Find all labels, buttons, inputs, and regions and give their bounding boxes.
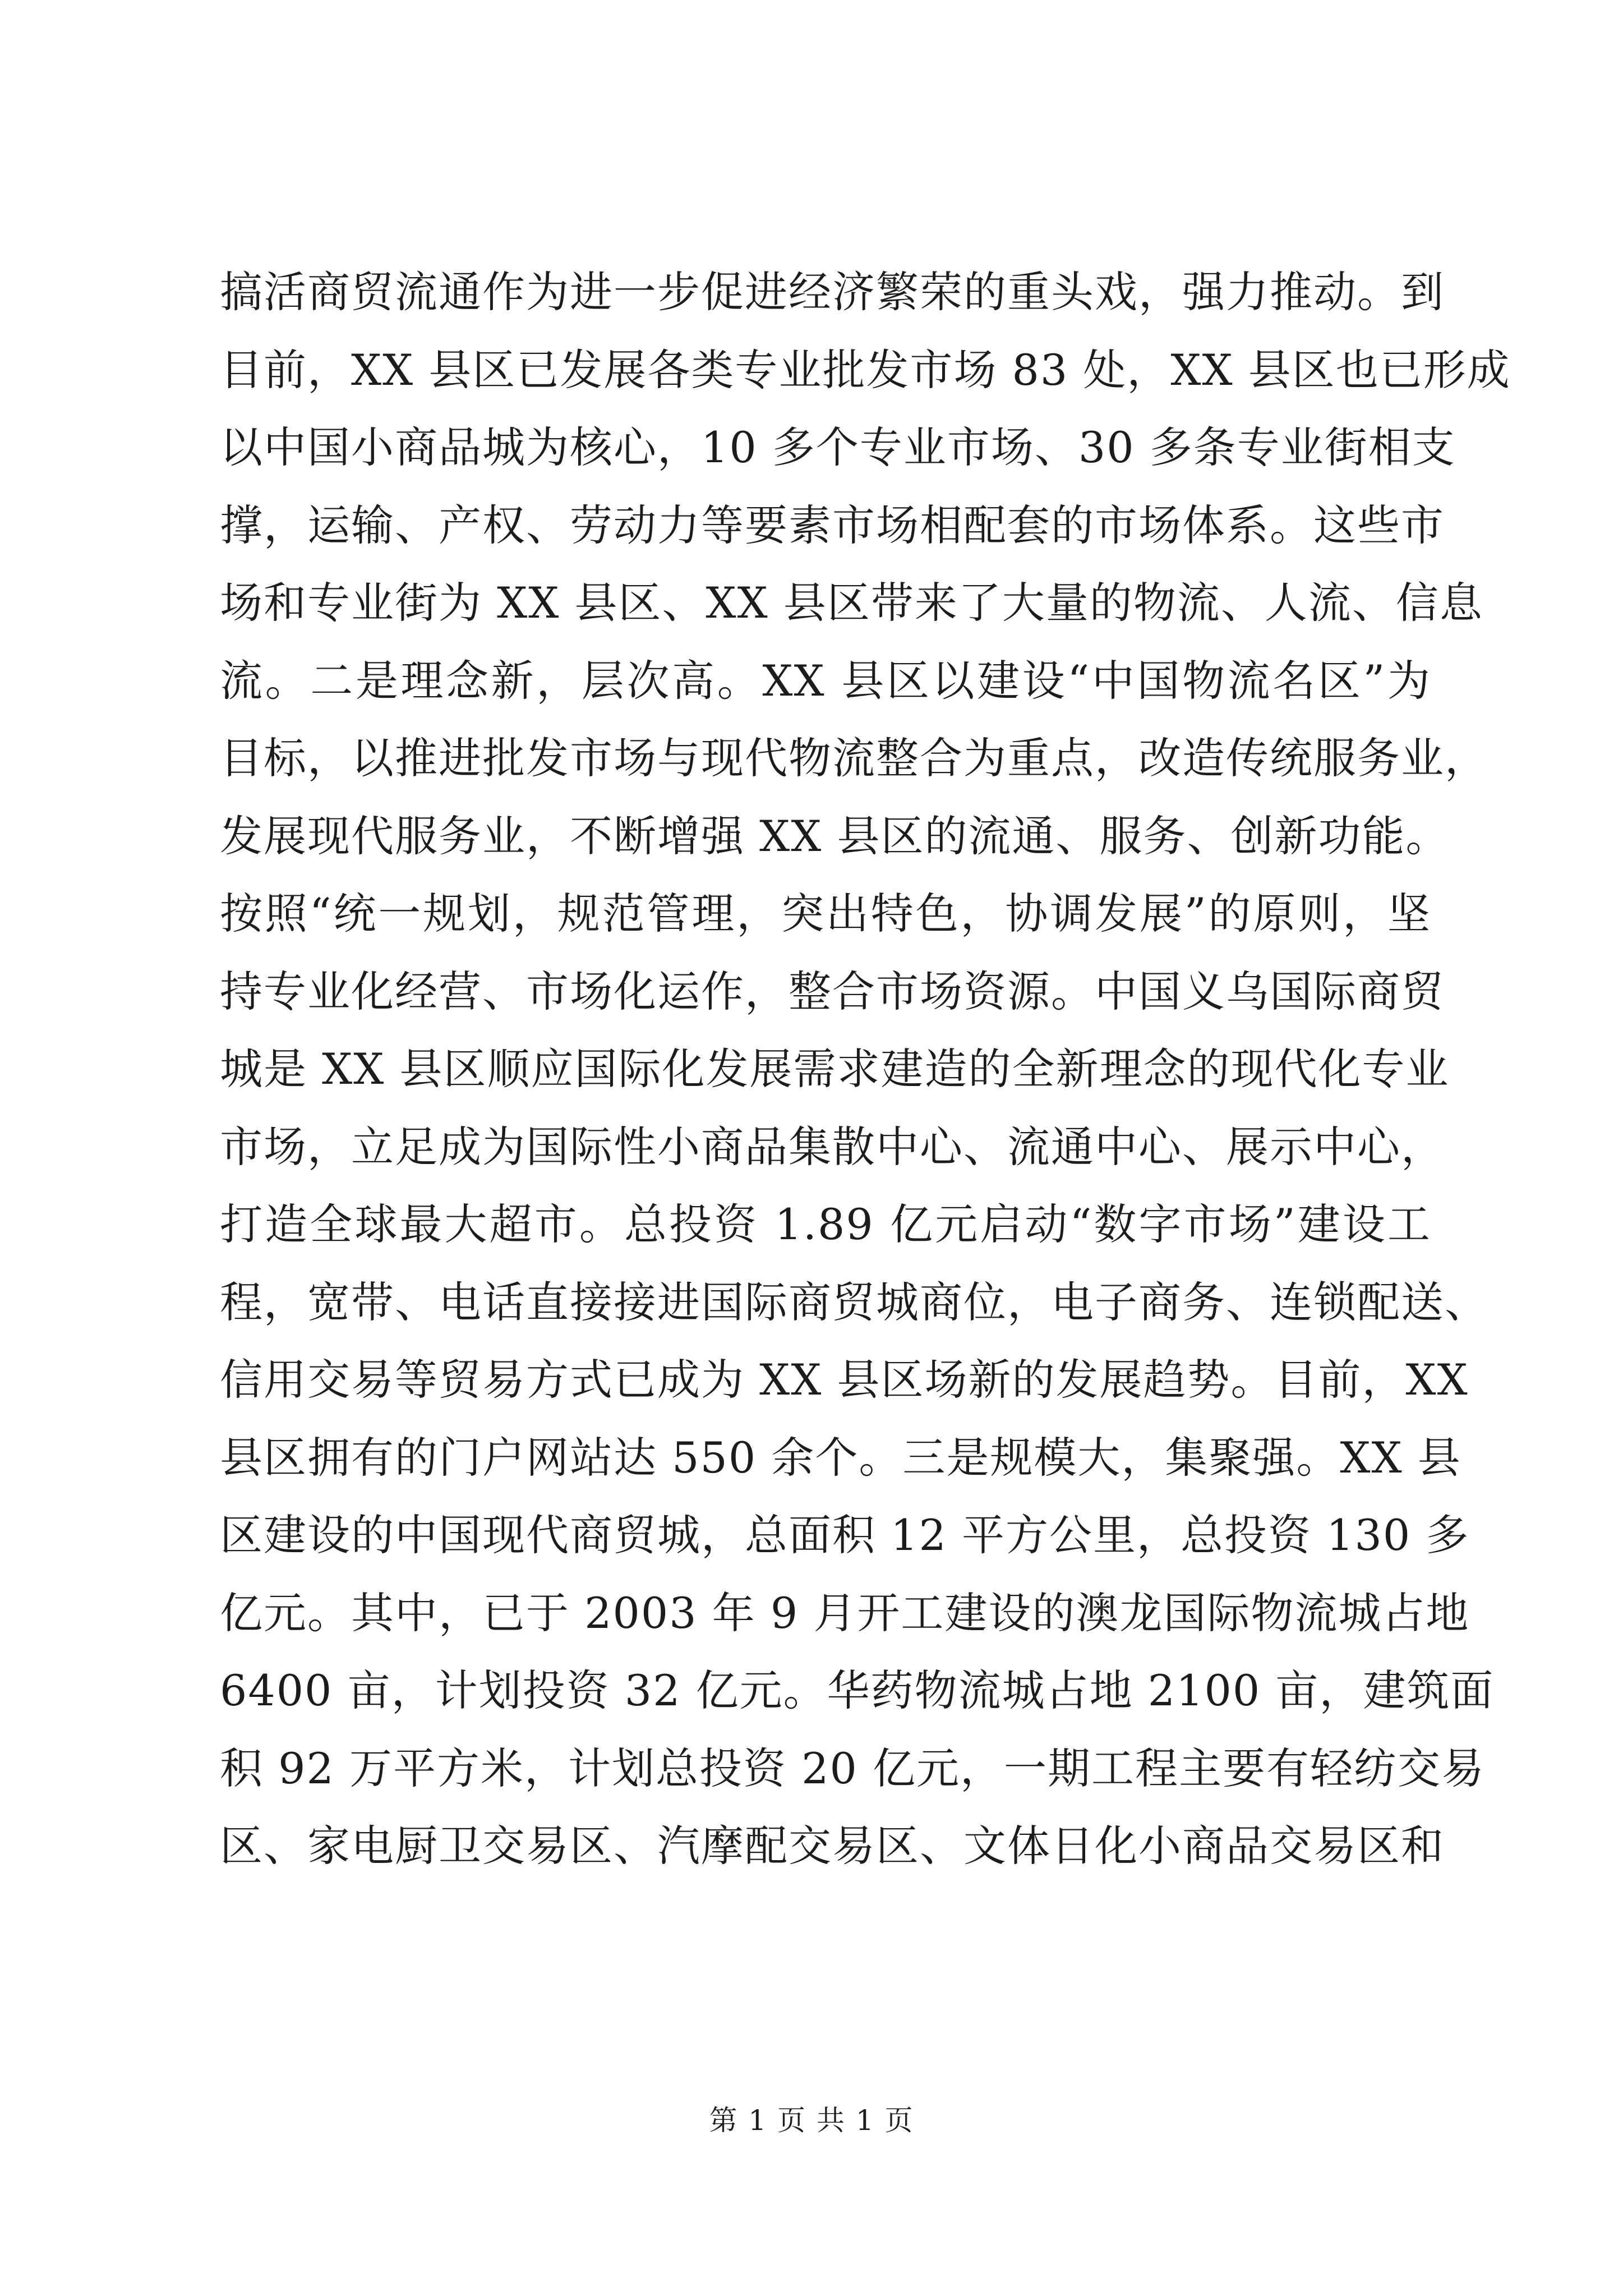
text-line: 程，宽带、电话直接接进国际商贸城商位，电子商务、连锁配送、	[220, 1277, 1488, 1327]
text-line: 目前，XX 县区已发展各类专业批发市场 83 处，XX 县区也已形成	[220, 344, 1511, 395]
text-line: 亿元。其中，已于 2003 年 9 月开工建设的澳龙国际物流城占地	[220, 1588, 1470, 1638]
text-line: 打造全球最大超市。总投资 1.89 亿元启动“数字市场”建设工	[220, 1199, 1431, 1249]
page-footer	[0, 2098, 1623, 2138]
text-line: 市场，立足成为国际性小商品集散中心、流通中心、展示中心，	[220, 1121, 1445, 1172]
text-line: 城是 XX 县区顺应国际化发展需求建造的全新理念的现代化专业	[220, 1044, 1450, 1094]
text-line: 区、家电厨卫交易区、汽摩配交易区、文体日化小商品交易区和	[220, 1821, 1445, 1871]
text-line: 发展现代服务业，不断增强 XX 县区的流通、服务、创新功能。	[220, 811, 1450, 861]
text-line: 积 92 万平方米，计划总投资 20 亿元，一期工程主要有轻纺交易	[220, 1743, 1486, 1793]
text-line: 信用交易等贸易方式已成为 XX 县区场新的发展趋势。目前，XX	[220, 1355, 1469, 1405]
text-line: 县区拥有的门户网站达 550 余个。三是规模大，集聚强。XX 县	[220, 1432, 1461, 1483]
text-line: 6400 亩，计划投资 32 亿元。华药物流城占地 2100 亩，建筑面	[220, 1665, 1495, 1715]
text-line: 按照“统一规划，规范管理，突出特色，协调发展”的原则，坚	[220, 889, 1431, 938]
text-line: 撑，运输、产权、劳动力等要素市场相配套的市场体系。这些市	[220, 500, 1445, 550]
body-text	[220, 254, 1511, 1885]
page-number-label: 第 1 页 共 1 页	[709, 2104, 914, 2137]
text-line: 持专业化经营、市场化运作，整合市场资源。中国义乌国际商贸	[220, 966, 1445, 1016]
text-line: 场和专业街为 XX 县区、XX 县区带来了大量的物流、人流、信息	[220, 578, 1483, 628]
text-line: 区建设的中国现代商贸城，总面积 12 平方公里，总投资 130 多	[220, 1510, 1470, 1560]
text-line: 目标，以推进批发市场与现代物流整合为重点，改造传统服务业，	[220, 733, 1488, 783]
text-line: 流。二是理念新，层次高。XX 县区以建设“中国物流名区”为	[220, 655, 1431, 706]
text-line: 搞活商贸流通作为进一步促进经济繁荣的重头戏，强力推动。到	[220, 267, 1445, 317]
text-line: 以中国小商品城为核心，10 多个专业市场、30 多条专业街相支	[220, 422, 1456, 472]
